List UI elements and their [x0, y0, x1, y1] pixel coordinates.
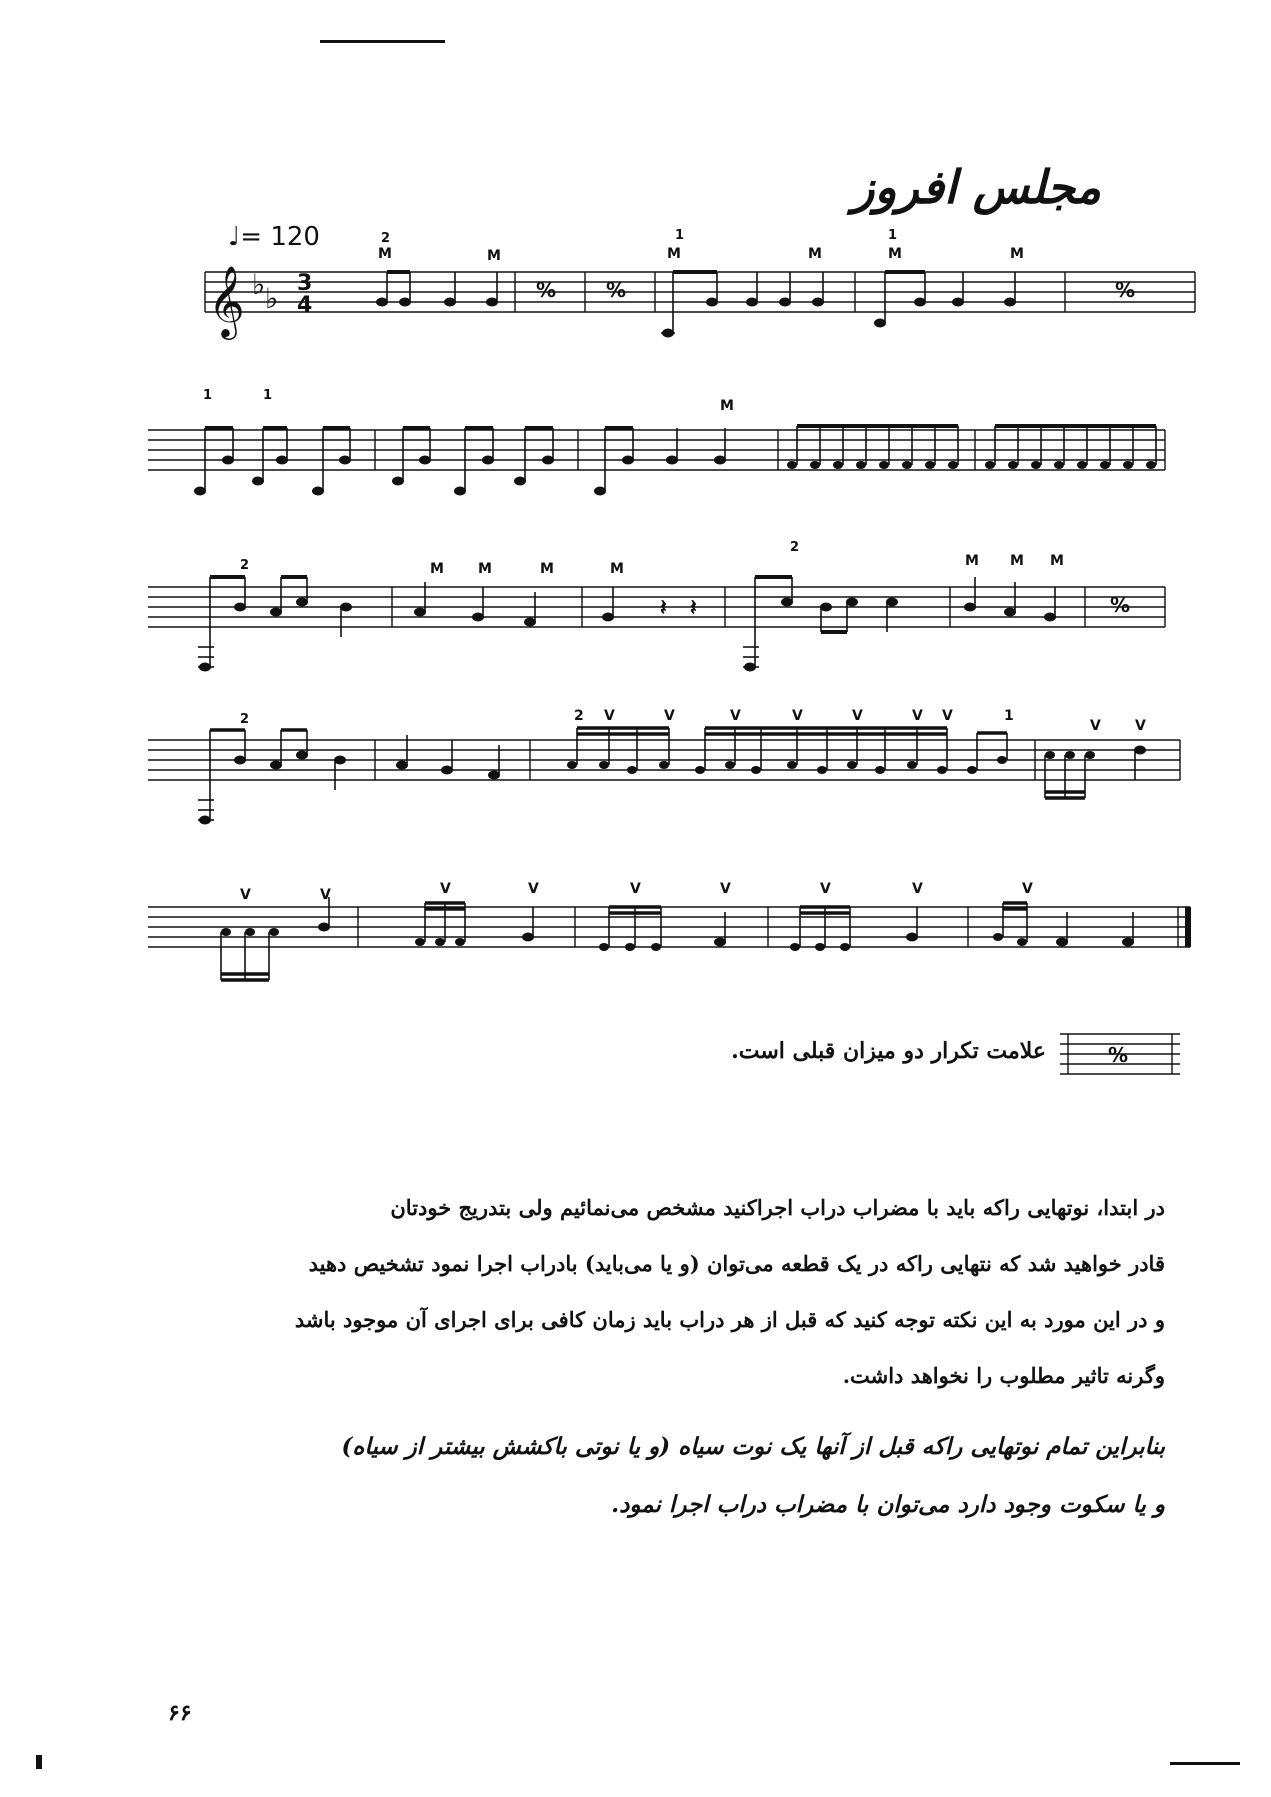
svg-text:V: V: [528, 881, 539, 897]
svg-text:V: V: [604, 708, 615, 724]
svg-text:𝄽: 𝄽: [660, 596, 667, 621]
svg-text:V: V: [720, 881, 731, 897]
svg-text:M: M: [540, 561, 554, 577]
fingering-mark: 1: [203, 388, 213, 403]
svg-text:♭: ♭: [265, 282, 279, 315]
page-number: ۶۶: [168, 1700, 192, 1726]
fingering-mark: 2: [240, 558, 250, 573]
time-signature-bottom: 4: [297, 293, 313, 318]
legend-caption: علامت تکرار دو میزان قبلی است.: [731, 1038, 1046, 1064]
svg-text:V: V: [942, 708, 953, 724]
svg-text:V: V: [320, 887, 331, 903]
svg-text:M: M: [478, 561, 492, 577]
fingering-mark: 1: [888, 228, 898, 243]
svg-text:M: M: [430, 561, 444, 577]
svg-text:M: M: [808, 246, 822, 262]
svg-text:V: V: [664, 708, 675, 724]
svg-text:%: %: [1108, 1043, 1129, 1067]
svg-text:𝄽: 𝄽: [690, 596, 697, 621]
svg-text:M: M: [610, 561, 624, 577]
scan-artifact-top: [320, 40, 445, 43]
svg-text:V: V: [630, 881, 641, 897]
svg-text:1: 1: [1004, 708, 1014, 724]
svg-text:%: %: [606, 278, 627, 302]
svg-text:V: V: [1090, 718, 1101, 734]
svg-text:V: V: [852, 708, 863, 724]
svg-text:%: %: [1110, 593, 1131, 617]
staff-system-1: [0, 246, 1271, 360]
paragraph-line: و در این مورد به این نکته توجه کنید که قبل از هر دراب باید زمان کافی برای اجرای آن موجود باشد: [294, 1307, 1165, 1332]
svg-text:V: V: [1135, 718, 1146, 734]
svg-text:M: M: [1050, 553, 1064, 569]
paragraph-line: قادر خواهید شد که نتهایی راکه در یک قطعه می‌توان (و یا می‌باید) بادراب اجرا نمود تشخیص دهید: [308, 1251, 1165, 1276]
staff-system-5: [0, 881, 1271, 995]
svg-text:V: V: [440, 881, 451, 897]
paragraph-line: وگرنه تاثیر مطلوب را نخواهد داشت.: [842, 1363, 1165, 1388]
tempo-marking: ♩= 120: [228, 222, 320, 252]
fingering-mark: 1: [263, 388, 273, 403]
svg-text:M: M: [667, 246, 681, 262]
svg-text:M: M: [720, 398, 734, 414]
svg-text:2: 2: [574, 708, 584, 724]
piece-title: مجلس افروز: [852, 160, 1101, 214]
svg-text:V: V: [730, 708, 741, 724]
time-signature-top: 3: [297, 271, 313, 296]
svg-text:V: V: [792, 708, 803, 724]
staff-system-3: [0, 553, 1271, 685]
svg-text:V: V: [820, 881, 831, 897]
staff-system-4: [0, 708, 1271, 838]
staff-system-2: [0, 398, 1271, 508]
scan-artifact-bottom: [1170, 1762, 1240, 1765]
svg-text:%: %: [1115, 278, 1136, 302]
svg-text:M: M: [1010, 553, 1024, 569]
fingering-mark: 2: [240, 712, 250, 727]
svg-text:M: M: [487, 248, 501, 264]
fingering-mark: 1: [675, 228, 685, 243]
svg-text:M: M: [378, 246, 392, 262]
svg-text:M: M: [1010, 246, 1024, 262]
emphasis-text: [245, 1418, 1165, 1534]
fingering-mark: 2: [381, 231, 391, 246]
svg-text:♭: ♭: [252, 268, 266, 301]
svg-text:V: V: [912, 708, 923, 724]
paragraph-line: در ابتدا، نوتهایی راکه باید با مضراب دراب اجراکنید مشخص می‌نمائیم ولی بتدریج خودتان: [390, 1195, 1165, 1220]
paragraph-line: و یا سکوت وجود دارد می‌توان با مضراب دراب اجرا نمود.: [611, 1491, 1165, 1518]
svg-text:M: M: [888, 246, 902, 262]
svg-text:V: V: [240, 887, 251, 903]
svg-text:M: M: [965, 553, 979, 569]
svg-text:𝄞: 𝄞: [208, 264, 245, 337]
svg-text:V: V: [912, 881, 923, 897]
instruction-text: [245, 1180, 1165, 1404]
fingering-mark: 2: [790, 540, 800, 555]
svg-text:V: V: [1022, 881, 1033, 897]
svg-text:%: %: [536, 278, 557, 302]
scan-artifact-corner: [36, 1755, 42, 1769]
paragraph-line: بنابراین تمام نوتهایی راکه قبل از آنها یک نوت سیاه (و یا نوتی باکشش بیشتر از سیاه): [341, 1433, 1165, 1460]
